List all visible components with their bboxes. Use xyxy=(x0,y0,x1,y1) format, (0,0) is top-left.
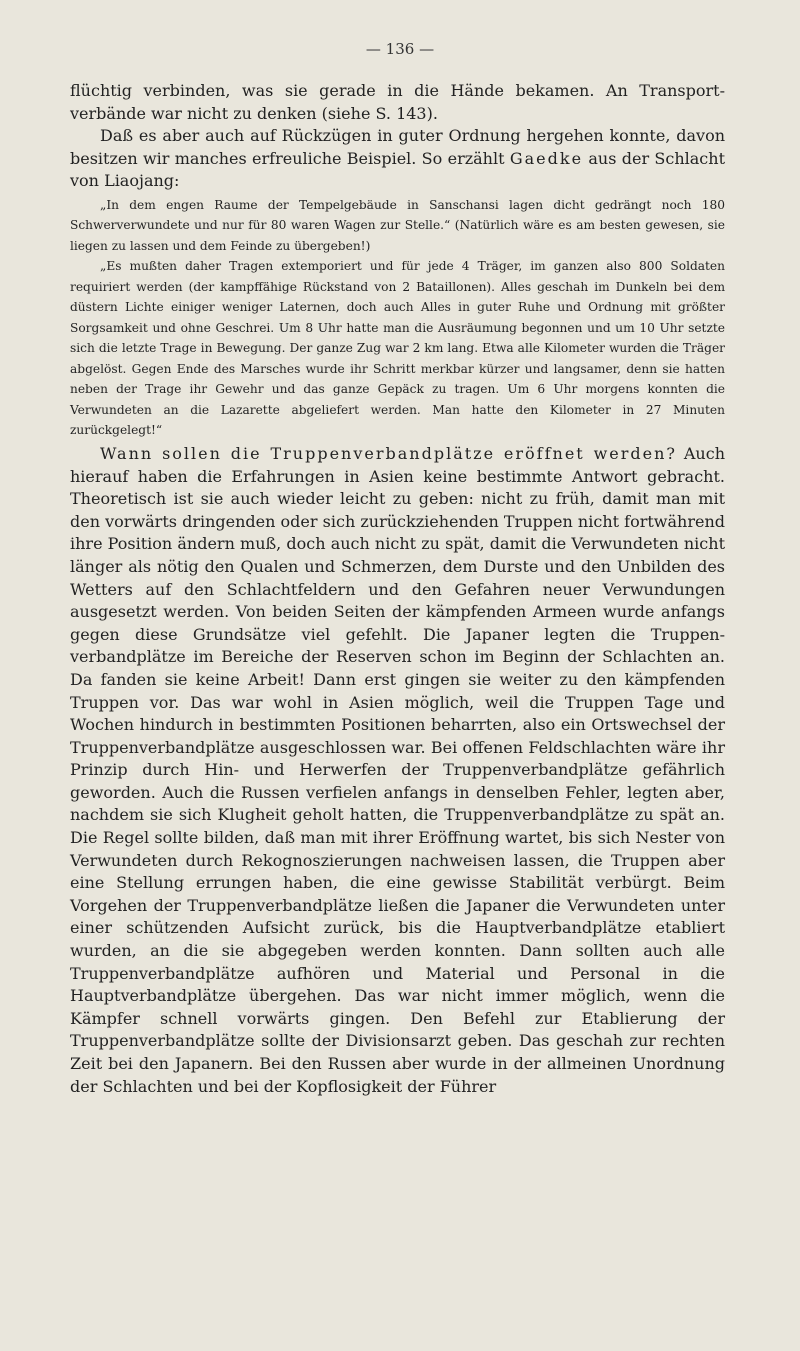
page-number: — 136 — xyxy=(365,40,435,58)
quote-block-1: „In dem engen Raume der Tempelgebäude in Sanschansi lagen dicht gedrängt noch 180 Schwerverwundete und nur für 80 waren Wagen zur Stelle.“ (Natürlich wäre es am besten gewesen, sie liegen zu lassen und dem Feinde zu übergeben!) xyxy=(70,197,725,253)
body-text xyxy=(70,80,725,1098)
section-question-heading: Wann sollen die Truppenverbandplätze eröffnet werden? xyxy=(100,443,678,463)
paragraph-dressing-stations-body: Auch hierauf haben die Erfahrungen in Asien keine bestimmte Antwort gebracht. Theoretisch ist sie auch wieder leicht zu geben: nicht zu früh, damit man mit den vorwärts dringenden oder sich zurückziehenden Truppen nicht fortwährend ihre Position ändern muß, doch auch nicht zu spät, damit die Verwundeten nicht länger als nötig den Qualen und Schmerzen, dem Durste und den Unbilden des Wetters auf den Schlachtfeldern und den Gefahren neuer Verwundungen ausgesetzt werden. Von beiden Seiten der kämpfenden Armeen wurde anfangs gegen diese Grundsätze viel gefehlt. Die Japaner legten die Truppen-verbandplätze im Bereiche der Reserven schon im Beginn der Schlachten an. Da fanden sie keine Arbeit! Dann erst gingen sie weiter zu den kämpfenden Truppen vor. Das war wohl in Asien möglich, weil die Truppen Tage und Wochen hindurch in bestimmten Positionen beharrten, also ein Ortswechsel der Truppenverbandplätze ausgeschlossen war. Bei offenen Feldschlachten wäre ihr Prinzip durch Hin- und Herwerfen der Truppenverbandplätze gefährlich geworden. Auch die Russen verfielen anfangs in denselben Fehler, legten aber, nachdem sie sich Klugheit geholt hatten, die Truppenverbandplätze zu spät an. Die Regel sollte bilden, daß man mit ihrer Eröffnung wartet, bis sich Nester von Verwundeten durch Rekognoszierungen nachweisen lassen, die Truppen aber eine Stellung errungen haben, die eine gewisse Stabilität verbürgt. Beim Vorgehen der Truppenverbandplätze ließen die Japaner die Verwundeten unter einer schützenden Aufsicht zurück, bis die Hauptverbandplätze etabliert wurden, an die sie abgegeben werden konnten. Dann sollten auch alle Truppenverbandplätze aufhören und Material und Personal in die Hauptverbandplätze übergehen. Das war nicht immer möglich, wenn die Kämpfer schnell vorwärts gingen. Den Befehl zur Etablierung der Truppenverbandplätze sollte der Divisionsarzt geben. Das geschah zur rechten Zeit bei den Japanern. Bei den Russen aber wurde in der allmeinen Unordnung der Schlachten und bei der Kopflosigkeit der Führer xyxy=(70,443,726,1096)
paragraph-continuation: flüchtig verbinden, was sie gerade in die Hände bekamen. An Transport-verbände war nicht zu denken (siehe S. 143). xyxy=(70,81,725,123)
author-name-gaedke: Gaedke xyxy=(509,148,584,168)
paragraph-retreat-intro: Daß es aber auch auf Rückzügen in guter Ordnung hergehen konnte, davon besitzen wir manches erfreuliche Beispiel. So erzählt xyxy=(70,126,725,168)
paragraph-retreat-outro: aus der Schlacht von Liaojang: xyxy=(70,148,726,191)
quote-block-2: „Es mußten daher Tragen extemporiert und für jede 4 Träger, im ganzen also 800 Soldaten requiriert werden (der kampffähige Rückstand von 2 Bataillonen). Alles geschah im Dunkeln bei dem düstern Lichte einiger weniger Laternen, doch auch Alles in guter Ruhe und Ordnung mit größter Sorgsamkeit und ohne Geschrei. Um 8 Uhr hatte man die Ausräumung begonnen und um 10 Uhr setzte sich die letzte Trage in Bewegung. Der ganze Zug war 2 km lang. Etwa alle Kilometer wurden die Träger abgelöst. Gegen Ende des Marsches wurde ihr Schritt merkbar kürzer und langsamer, denn sie hatten neben der Trage ihr Gewehr und das ganze Gepäck zu tragen. Um 6 Uhr morgens konnten die Verwundeten an die Lazarette abgeliefert werden. Man hatte den Kilometer in 27 Minuten zurückgelegt!“ xyxy=(70,259,725,438)
paragraph-retreat xyxy=(70,125,725,193)
paragraph-dressing-stations xyxy=(70,443,725,1098)
